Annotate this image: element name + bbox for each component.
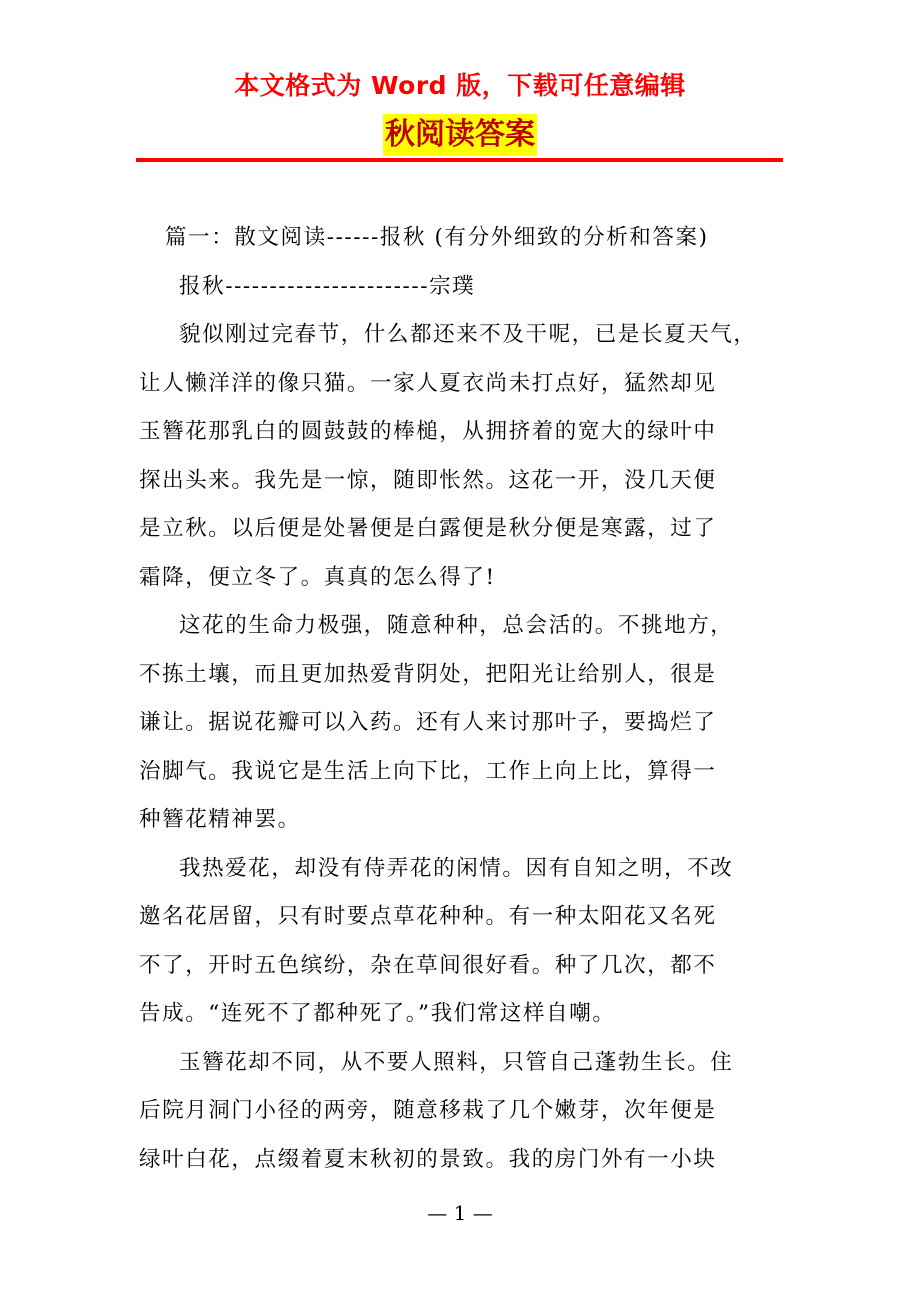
document-title: 秋阅读答案 <box>383 114 537 156</box>
text-line: 邀名花居留，只有时要点草花种种。有一种太阳花又名死 <box>139 904 717 929</box>
text-line: 是立秋。以后便是处暑便是白露便是秋分便是寒露，过了 <box>139 516 717 541</box>
article-subtitle: 报秋-----------------------宗璞 <box>179 273 476 299</box>
text-line: 不了，开时五色缤纷，杂在草间很好看。种了几次，都不 <box>139 952 717 978</box>
text-line: 不拣土壤，而且更加热爱背阴处，把阳光让给别人，很是 <box>139 661 717 687</box>
text-line: 我热爱花，却没有侍弄花的闲情。因有自知之明，不改 <box>179 855 734 881</box>
text-line: 霜降，便立冬了。真真的怎么得了! <box>139 564 496 590</box>
title-wrapper <box>0 114 920 156</box>
text-line: 探出头来。我先是一惊，随即怅然。这花一开，没几天便 <box>139 467 717 493</box>
text-line: 貌似刚过完春节，什么都还来不及干呢，已是长夏天气， <box>179 322 757 347</box>
format-banner: 本文格式为 Word 版，下载可任意编辑 <box>234 71 686 100</box>
article-body <box>139 214 799 1184</box>
header-divider <box>136 158 783 162</box>
text-line: 让人懒洋洋的像只猫。一家人夏衣尚未打点好，猛然却见 <box>139 370 717 396</box>
text-line: 后院月洞门小径的两旁，随意移栽了几个嫩芽，次年便是 <box>139 1098 717 1123</box>
text-line: 谦让。据说花瓣可以入药。还有人来讨那叶子，要捣烂了 <box>139 710 717 735</box>
text-line: 告成。“连死不了都种死了。”我们常这样自嘲。 <box>139 1001 616 1026</box>
page-number: — 1 — <box>427 1201 493 1225</box>
text-line: 绿叶白花，点缀着夏末秋初的景致。我的房门外有一小块 <box>139 1146 717 1172</box>
text-line: 玉簪花却不同，从不要人照料，只管自己蓬勃生长。住 <box>179 1049 734 1075</box>
text-line: 这花的生命力极强，随意种种，总会活的。不挑地方， <box>179 613 734 638</box>
text-line: 种簪花精神罢。 <box>139 807 301 832</box>
article-heading: 篇一：散文阅读------报秋 (有分外细致的分析和答案) <box>165 225 709 250</box>
text-line: 治脚气。我说它是生活上向下比，工作上向上比，算得一 <box>139 758 717 784</box>
text-line: 玉簪花那乳白的圆鼓鼓的棒槌，从拥挤着的宽大的绿叶中 <box>139 419 717 444</box>
